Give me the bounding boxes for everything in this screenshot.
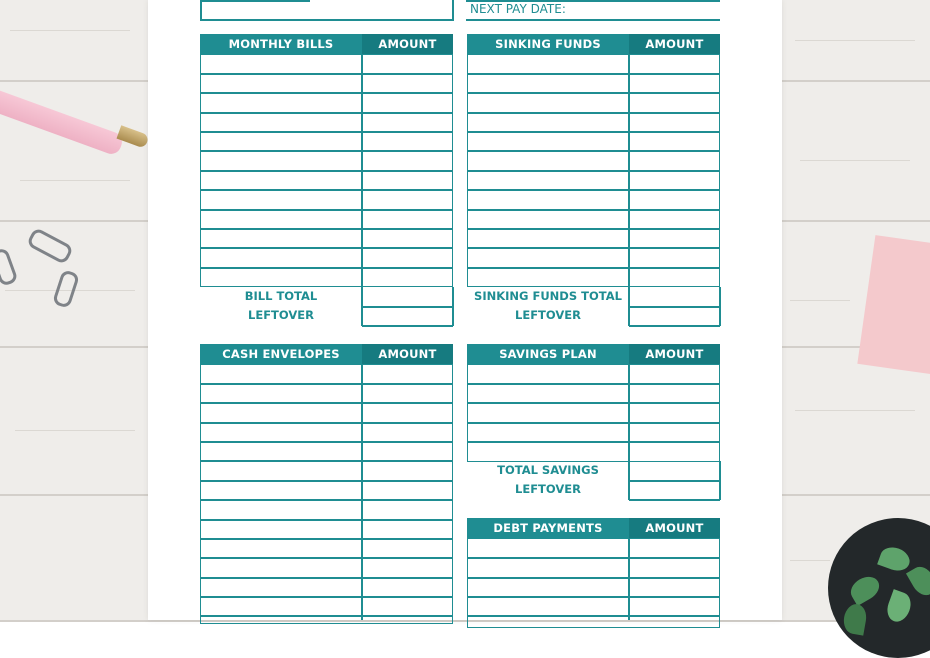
table-row [467, 228, 720, 230]
top-rule [452, 0, 454, 20]
monthly-bills-header: MONTHLY BILLS [200, 34, 362, 54]
table-row [200, 247, 453, 249]
wood-grain [790, 300, 850, 301]
wood-grain [790, 560, 830, 561]
savings-leftover-label: LEFTOVER [515, 482, 581, 496]
monthly-bills-amount-header: AMOUNT [362, 34, 453, 54]
next-pay-date-label: NEXT PAY DATE: [470, 2, 566, 16]
table-row [200, 170, 453, 172]
bill-total-label: BILL TOTAL [244, 289, 318, 303]
table-row [200, 460, 453, 462]
savings-plan-grid[interactable] [467, 364, 720, 462]
leaf-icon [842, 602, 869, 635]
table-row [467, 247, 720, 249]
top-rule [200, 0, 310, 2]
table-row [467, 267, 720, 269]
savings-plan-amount-header: AMOUNT [629, 344, 720, 364]
table-row [200, 112, 453, 114]
table-row [467, 189, 720, 191]
next-pay-date-field[interactable] [466, 19, 720, 21]
table-row [467, 170, 720, 172]
wood-grain [800, 160, 910, 161]
wood-grain [20, 180, 130, 181]
wood-grain [795, 40, 915, 41]
leaf-icon [847, 572, 884, 606]
table-row [200, 383, 453, 385]
table-row [200, 596, 453, 598]
table-row [200, 538, 453, 540]
table-row [200, 92, 453, 94]
table-row [467, 615, 720, 617]
table-row [629, 499, 720, 501]
table-row [200, 480, 453, 482]
table-row [200, 422, 453, 424]
debt-payments-header: DEBT PAYMENTS [467, 518, 629, 538]
wood-grain [15, 430, 135, 431]
table-row [467, 596, 720, 598]
sinking-funds-total-label: SINKING FUNDS TOTAL [474, 289, 622, 303]
sinking-funds-amount-header: AMOUNT [629, 34, 720, 54]
table-row [200, 499, 453, 501]
cash-envelopes-header: CASH ENVELOPES [200, 344, 362, 364]
table-row [629, 306, 720, 308]
table-row [467, 131, 720, 133]
table-row [467, 383, 720, 385]
table-row [467, 577, 720, 579]
table-row [467, 73, 720, 75]
table-row [467, 92, 720, 94]
bill-leftover-label: LEFTOVER [248, 308, 314, 322]
top-rule [200, 0, 202, 20]
table-row [362, 325, 453, 327]
table-row [200, 150, 453, 152]
table-row [200, 267, 453, 269]
table-row [200, 228, 453, 230]
sinking-funds-leftover-label: LEFTOVER [515, 308, 581, 322]
table-row [200, 131, 453, 133]
top-rule [200, 19, 454, 21]
table-row [200, 209, 453, 211]
table-row [467, 150, 720, 152]
table-row [629, 480, 720, 482]
table-row [362, 306, 453, 308]
table-row [467, 557, 720, 559]
table-row [467, 441, 720, 443]
column-divider [628, 538, 630, 620]
table-row [200, 615, 453, 617]
debt-payments-amount-header: AMOUNT [629, 518, 720, 538]
table-row [467, 402, 720, 404]
table-row [200, 519, 453, 521]
table-row [467, 112, 720, 114]
leaf-icon [906, 563, 930, 600]
table-row [200, 577, 453, 579]
table-row [200, 441, 453, 443]
cash-envelopes-amount-header: AMOUNT [362, 344, 453, 364]
table-row [467, 422, 720, 424]
leaf-icon [877, 544, 913, 575]
table-row [200, 189, 453, 191]
top-rule [466, 0, 720, 2]
table-row [467, 209, 720, 211]
table-row [629, 325, 720, 327]
table-row [200, 402, 453, 404]
table-row [200, 73, 453, 75]
wood-grain [795, 410, 915, 411]
sinking-funds-header: SINKING FUNDS [467, 34, 629, 54]
savings-plan-header: SAVINGS PLAN [467, 344, 629, 364]
wood-grain [10, 30, 130, 31]
table-row [200, 557, 453, 559]
total-savings-label: TOTAL SAVINGS [497, 463, 599, 477]
